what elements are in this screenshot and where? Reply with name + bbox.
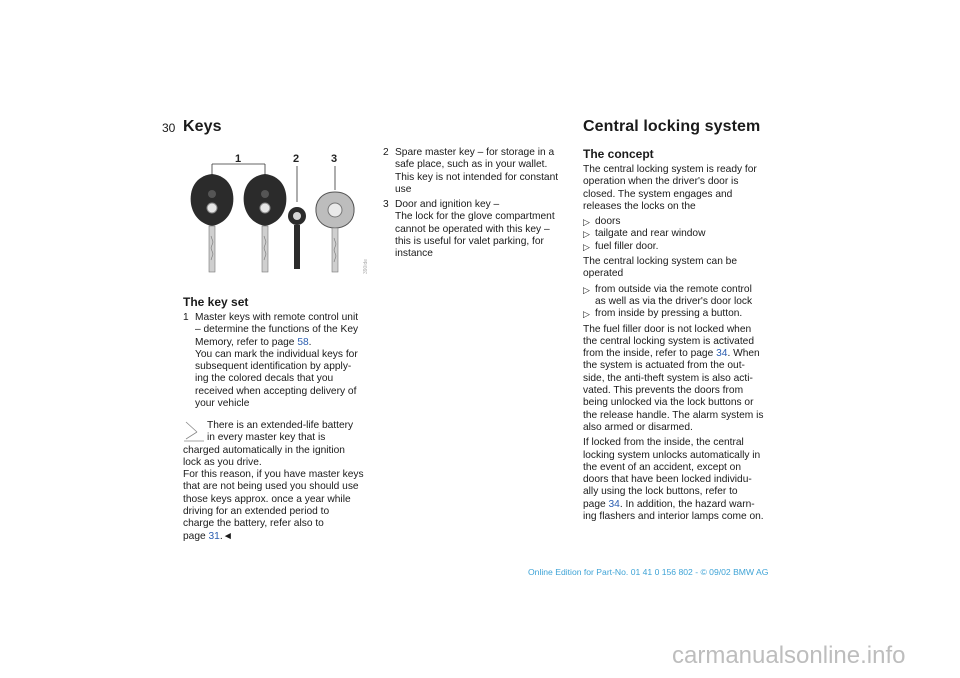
text-line: ing the colored decals that you	[195, 373, 334, 385]
keys-title: Keys	[183, 118, 222, 135]
text-line: locking system unlocks automatically in	[583, 449, 761, 461]
text-line: as well as via the driver's door lock	[595, 295, 753, 307]
text-line: ing flashers and interior lamps come on.	[583, 511, 764, 523]
figure-code: 390ide	[363, 258, 369, 274]
item-number: 3	[383, 199, 389, 211]
text-line: releases the locks on the	[583, 200, 696, 212]
text-span: doors	[595, 216, 621, 228]
text-line: Master keys with remote control unit	[195, 312, 359, 323]
bullet-item	[583, 308, 783, 320]
text-line: your vehicle	[195, 398, 250, 410]
end-mark: .◄	[219, 530, 233, 542]
page-number: 30	[162, 121, 176, 135]
text-line: charged automatically in the ignition	[183, 444, 345, 456]
spare-key-icon	[288, 207, 306, 269]
text-span: from the inside, refer to page	[583, 348, 714, 360]
bullet-triangle-icon: ▷	[583, 284, 590, 295]
text-line: If locked from the inside, the central	[583, 437, 744, 449]
item-number: 1	[183, 312, 189, 323]
text-line: those keys approx. once a year while	[183, 493, 351, 505]
text-line: the event of an accident, except on	[583, 461, 742, 473]
text-line: Door and ignition key –	[395, 199, 500, 211]
bullet-item	[583, 284, 783, 309]
text-line: charge the battery, refer also to	[183, 518, 324, 530]
text-line: use	[395, 183, 412, 195]
text-line: subsequent identification by apply-	[195, 361, 352, 373]
text-line: The central locking system is ready for	[583, 164, 757, 175]
callout-3: 3	[331, 153, 338, 165]
key-set-list	[183, 312, 383, 410]
text-span: page	[583, 498, 606, 510]
text-line: this is useful for valet parking, for	[395, 236, 544, 248]
text-span: tailgate and rear window	[595, 228, 706, 240]
text-span: .	[308, 336, 312, 348]
concept-subtitle: The concept	[583, 147, 654, 161]
list-item-2	[383, 147, 578, 196]
master-key-icon-a	[191, 174, 234, 272]
list-item-1	[183, 312, 383, 410]
battery-note	[183, 420, 383, 543]
callout-1: 1	[235, 153, 242, 165]
text-line: ally using the lock buttons, refer to	[583, 486, 738, 498]
text-line	[583, 348, 783, 360]
text-line: safe place, such as in your wallet.	[395, 159, 548, 171]
item-number: 2	[383, 147, 389, 158]
list-item-3	[383, 199, 578, 260]
text-line	[583, 499, 783, 511]
text-span: . In addition, the hazard warn-	[619, 498, 755, 510]
text-line: driving for an extended period to	[183, 506, 330, 518]
text-line: that are not being used you should use	[183, 481, 359, 493]
text-line: the release handle. The alarm system is	[583, 409, 764, 421]
text-line: from outside via the remote control	[595, 283, 752, 295]
text-line: also armed or disarmed.	[583, 421, 693, 433]
text-span: from inside by pressing a button.	[595, 308, 743, 320]
page-link-34[interactable]: 34	[716, 348, 728, 360]
door-ignition-key-icon	[316, 192, 354, 272]
master-key-icon-b	[244, 174, 287, 272]
bullet-triangle-icon: ▷	[583, 309, 590, 320]
text-line: the central locking system is activated	[583, 335, 754, 347]
text-line: This key is not intended for constant	[395, 171, 559, 183]
site-watermark: carmanualsonline.info	[672, 642, 906, 669]
central-locking-title: Central locking system	[583, 118, 761, 135]
bullet-triangle-icon: ▷	[583, 217, 590, 228]
bullet-triangle-icon: ▷	[583, 241, 590, 252]
text-line: operated	[583, 268, 624, 280]
key-set-illustration	[183, 146, 369, 281]
key-list-continued	[383, 147, 578, 261]
key-set-figure	[183, 146, 369, 281]
text-line: in every master key that is	[207, 432, 326, 444]
text-span: Memory, refer to page	[195, 336, 295, 348]
page-link-58[interactable]: 58	[297, 336, 309, 348]
text-line: doors that have been locked individu-	[583, 474, 752, 486]
text-line: The central locking system can be	[583, 256, 738, 268]
text-span: page	[183, 530, 206, 542]
bullet-item	[583, 228, 783, 240]
text-span: . When	[727, 348, 760, 360]
bullet-triangle-icon: ▷	[583, 229, 590, 240]
text-line: The lock for the glove compartment	[395, 211, 555, 223]
callout-2: 2	[293, 153, 300, 165]
text-line: – determine the functions of the Key	[195, 324, 359, 336]
text-line: vated. This prevents the doors from	[583, 385, 744, 397]
text-line: For this reason, if you have master keys	[183, 469, 364, 481]
text-line: cannot be operated with this key –	[395, 223, 550, 235]
footer-edition: Online Edition for Part-No. 01 41 0 156 802 - © 09/02 BMW AG	[528, 567, 769, 577]
bullet-item	[583, 216, 783, 228]
text-line: being unlocked via the lock buttons or	[583, 397, 754, 409]
text-line	[183, 531, 383, 543]
text-span: fuel filler door.	[595, 240, 659, 252]
text-line: There is an extended-life battery	[207, 420, 354, 431]
text-line: You can mark the individual keys for	[195, 348, 358, 360]
text-line: The fuel filler door is not locked when	[583, 323, 752, 335]
text-line: side, the anti-theft system is also acti-	[583, 372, 753, 384]
text-line: Spare master key – for storage in a	[395, 147, 555, 158]
page-link-31[interactable]: 31	[208, 530, 220, 542]
text-line: received when accepting delivery of	[195, 385, 357, 397]
concept-body	[583, 164, 783, 523]
bullet-item	[583, 241, 783, 253]
key-set-subtitle: The key set	[183, 295, 249, 309]
text-line	[195, 337, 383, 349]
text-line: the system is actuated from the out-	[583, 360, 745, 372]
text-line: operation when the driver's door is	[583, 176, 739, 188]
text-line: closed. The system engages and	[583, 188, 733, 200]
page-link-34b[interactable]: 34	[608, 498, 620, 510]
text-line: lock as you drive.	[183, 456, 262, 468]
text-line: instance	[395, 248, 433, 260]
